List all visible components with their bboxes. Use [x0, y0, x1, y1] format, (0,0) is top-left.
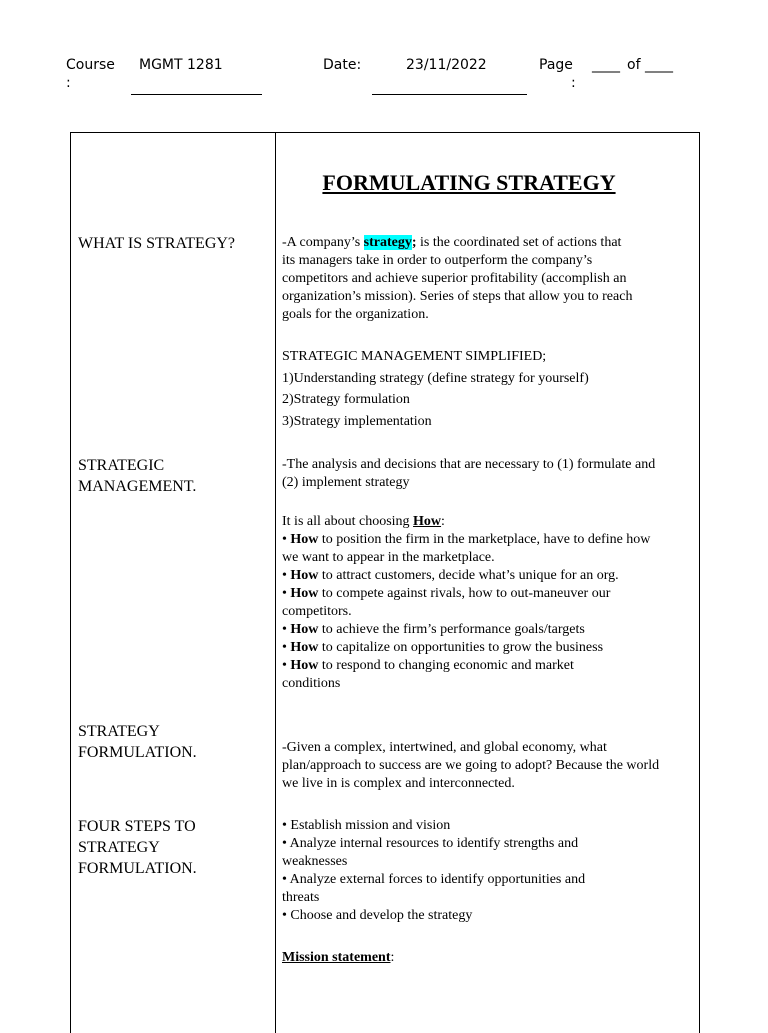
date-value: 23/11/2022 — [406, 57, 487, 73]
course-label: Course — [66, 57, 115, 73]
highlighted-term: strategy — [363, 235, 412, 250]
simplified-step-2: 2)Strategy formulation — [282, 392, 410, 407]
heading-what-is-strategy: WHAT IS STRATEGY? — [78, 235, 236, 252]
how-bullet-line: • How to attract customers, decide what’s unique for an org. — [282, 568, 619, 583]
strategy-formulation-text: -Given a complex, intertwined, and global economy, what plan/approach to success are we going to adopt? Because the world we live in is complex and interconnected. — [282, 740, 660, 791]
how-keyword: How — [290, 640, 319, 655]
bullet-marker: • — [282, 658, 287, 673]
how-bullet-line: conditions — [282, 676, 341, 691]
course-colon: : — [66, 75, 71, 91]
how-bullets — [282, 531, 692, 693]
four-steps-list: • Establish mission and vision • Analyze internal resources to identify strengths and weaknesses • Analyze external forces to identify opportunities and threats • Choose and develop the strategy — [282, 818, 586, 923]
choosing-how-list: It is all about choosing How: • How to position the firm in the marketplace, have to define how we want to appear in the marketplace. • How to attract customers, decide what’s unique for an org. • How to compete against rivals, how to out-maneuver our competitors. • How to achieve the firm’s performance goals/targets • How to capitalize on opportunities to grow the business • How to respond to changing economic and market conditions — [282, 513, 692, 693]
how-bullet-line: • How to compete against rivals, how to out-maneuver our — [282, 586, 611, 601]
how-bullet-line: • How to capitalize on opportunities to grow the business — [282, 640, 604, 655]
page-title: FORMULATING STRATEGY — [322, 170, 616, 195]
how-keyword: How — [290, 568, 319, 583]
column-divider — [275, 133, 276, 1033]
how-bullet-line: • How to respond to changing economic and market — [282, 658, 574, 673]
how-keyword: How — [290, 622, 319, 637]
page-colon: : — [571, 75, 576, 91]
how-bullet-line: • How to position the firm in the marketplace, have to define how — [282, 532, 651, 547]
how-bullet-line: competitors. — [282, 604, 352, 619]
bullet-marker: • — [282, 586, 287, 601]
how-keyword: How — [290, 532, 319, 547]
heading-strategic-management: STRATEGIC MANAGEMENT. — [78, 457, 197, 495]
how-bullet-line: we want to appear in the marketplace. — [282, 550, 495, 565]
simplified-title: STRATEGIC MANAGEMENT SIMPLIFIED; — [282, 349, 547, 364]
strategy-definition: -A company’s strategy; is the coordinated set of actions that its managers take in order to outperform the company’s competitors and achieve superior profitability (accomplish an organization’s mission). Series of steps that allow you to reach goals for the organization. — [282, 235, 633, 322]
page-of-label: of — [627, 57, 641, 73]
bullet-marker: • — [282, 568, 287, 583]
strategic-management-definition: -The analysis and decisions that are necessary to (1) formulate and (2) implement strategy — [282, 457, 656, 490]
simplified-step-3: 3)Strategy implementation — [282, 414, 432, 429]
bullet-marker: • — [282, 532, 287, 547]
date-label: Date: — [323, 57, 362, 73]
course-underline — [131, 94, 262, 95]
heading-four-steps: FOUR STEPS TO STRATEGY FORMULATION. — [78, 818, 197, 877]
how-bullet-line: • How to achieve the firm’s performance goals/targets — [282, 622, 585, 637]
course-value: MGMT 1281 — [139, 57, 223, 73]
page-label: Page — [539, 57, 573, 73]
how-keyword: How — [290, 658, 319, 673]
bullet-marker: • — [282, 640, 287, 655]
how-keyword: How — [290, 586, 319, 601]
page-number-blank: ____ — [592, 57, 620, 73]
date-underline — [372, 94, 527, 95]
simplified-step-1: 1)Understanding strategy (define strategy for yourself) — [282, 371, 589, 386]
heading-strategy-formulation: STRATEGY FORMULATION. — [78, 723, 197, 761]
page-total-blank: ____ — [645, 57, 673, 73]
bullet-marker: • — [282, 622, 287, 637]
mission-statement-heading: Mission statement: — [282, 950, 395, 965]
